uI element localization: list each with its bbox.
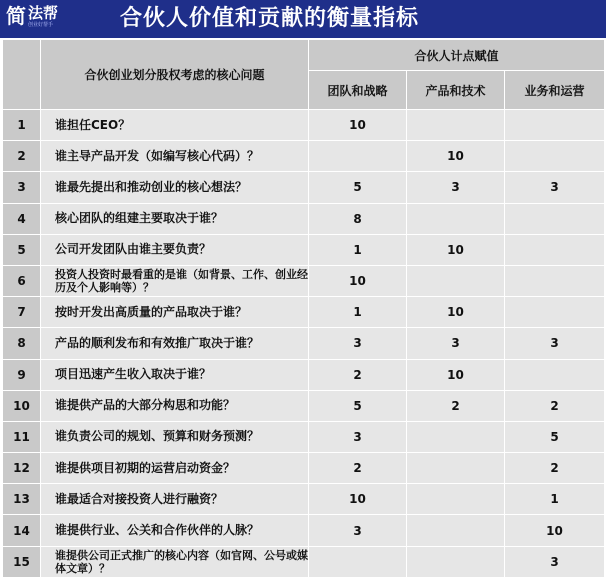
- table-row: [3, 453, 605, 484]
- team-strategy-value: [309, 546, 407, 577]
- table-row: [3, 141, 605, 172]
- team-strategy-value: 5: [309, 390, 407, 421]
- product-tech-value: [407, 421, 505, 452]
- product-tech-value: 2: [407, 390, 505, 421]
- row-number: 2: [3, 141, 41, 172]
- business-ops-value: 3: [505, 546, 605, 577]
- row-number: 4: [3, 203, 41, 234]
- row-number: 12: [3, 453, 41, 484]
- logo-text: 法帮: [28, 4, 59, 22]
- team-strategy-value: 5: [309, 172, 407, 203]
- business-ops-value: 1: [505, 484, 605, 515]
- question-cell: 核心团队的组建主要取决于谁？: [41, 203, 309, 234]
- product-tech-value: [407, 515, 505, 546]
- team-strategy-value: 3: [309, 328, 407, 359]
- table-row: [3, 390, 605, 421]
- team-strategy-value: 2: [309, 359, 407, 390]
- table-row: [3, 515, 605, 546]
- row-number: 1: [3, 110, 41, 141]
- subheader-product-tech: 产品和技术: [407, 71, 505, 110]
- business-ops-value: 2: [505, 453, 605, 484]
- product-tech-value: 3: [407, 172, 505, 203]
- business-ops-value: [505, 203, 605, 234]
- page-title: 合伙人价值和贡献的衡量指标: [120, 6, 420, 31]
- team-strategy-value: 3: [309, 421, 407, 452]
- team-strategy-value: 1: [309, 297, 407, 328]
- product-tech-value: 10: [407, 141, 505, 172]
- business-ops-value: [505, 141, 605, 172]
- table-row: [3, 265, 605, 296]
- question-cell: 谁提供行业、公关和合作伙伴的人脉？: [41, 515, 309, 546]
- question-cell: 谁负责公司的规划、预算和财务预测？: [41, 421, 309, 452]
- table-row: [3, 297, 605, 328]
- question-cell: 谁提供产品的大部分构思和功能？: [41, 390, 309, 421]
- product-tech-value: [407, 265, 505, 296]
- team-strategy-value: 2: [309, 453, 407, 484]
- table-row: [3, 328, 605, 359]
- row-number: 6: [3, 265, 41, 296]
- row-number: 9: [3, 359, 41, 390]
- row-number: 8: [3, 328, 41, 359]
- business-ops-value: 3: [505, 328, 605, 359]
- business-ops-value: [505, 234, 605, 265]
- question-cell: 公司开发团队由谁主要负责？: [41, 234, 309, 265]
- question-cell: 产品的顺利发布和有效推广取决于谁？: [41, 328, 309, 359]
- business-ops-value: 3: [505, 172, 605, 203]
- question-cell: 项目迅速产生收入取决于谁？: [41, 359, 309, 390]
- product-tech-value: [407, 110, 505, 141]
- row-number: 3: [3, 172, 41, 203]
- header-number-cell: [3, 40, 41, 110]
- business-ops-value: [505, 297, 605, 328]
- question-cell: 谁提供公司正式推广的核心内容（如官网、公号或媒体文章）？: [41, 546, 309, 577]
- row-number: 15: [3, 546, 41, 577]
- table-row: [3, 203, 605, 234]
- logo: [6, 4, 58, 34]
- team-strategy-value: 10: [309, 265, 407, 296]
- question-cell: 谁最先提出和推动创业的核心想法？: [41, 172, 309, 203]
- team-strategy-value: 8: [309, 203, 407, 234]
- question-cell: 谁主导产品开发（如编写核心代码）？: [41, 141, 309, 172]
- table-row: [3, 234, 605, 265]
- group-column-header: 合伙人计点赋值: [309, 40, 605, 71]
- team-strategy-value: 3: [309, 515, 407, 546]
- row-number: 10: [3, 390, 41, 421]
- table-row: [3, 484, 605, 515]
- table-row: [3, 110, 605, 141]
- question-cell: 谁担任CEO？: [41, 110, 309, 141]
- business-ops-value: 5: [505, 421, 605, 452]
- business-ops-value: 10: [505, 515, 605, 546]
- subheader-team-strategy: 团队和战略: [309, 71, 407, 110]
- table-row: [3, 546, 605, 577]
- product-tech-value: 10: [407, 297, 505, 328]
- logo-char: 简: [6, 4, 26, 28]
- team-strategy-value: 10: [309, 484, 407, 515]
- logo-text-block: [28, 4, 58, 28]
- table-row: [3, 359, 605, 390]
- product-tech-value: [407, 203, 505, 234]
- question-cell: 谁最适合对接投资人进行融资？: [41, 484, 309, 515]
- question-cell: 谁提供项目初期的运营启动资金？: [41, 453, 309, 484]
- question-cell: 按时开发出高质量的产品取决于谁？: [41, 297, 309, 328]
- team-strategy-value: [309, 141, 407, 172]
- logo-subtext: 创业好帮手: [28, 22, 54, 28]
- team-strategy-value: 10: [309, 110, 407, 141]
- row-number: 5: [3, 234, 41, 265]
- question-cell: 投资人投资时最看重的是谁（如背景、工作、创业经历及个人影响等）？: [41, 265, 309, 296]
- row-number: 13: [3, 484, 41, 515]
- metrics-table: [2, 39, 605, 578]
- product-tech-value: [407, 484, 505, 515]
- product-tech-value: 10: [407, 359, 505, 390]
- team-strategy-value: 1: [309, 234, 407, 265]
- product-tech-value: 10: [407, 234, 505, 265]
- question-column-header: 合伙创业划分股权考虑的核心问题: [41, 40, 309, 110]
- table-row: [3, 172, 605, 203]
- product-tech-value: [407, 546, 505, 577]
- business-ops-value: [505, 110, 605, 141]
- product-tech-value: [407, 453, 505, 484]
- product-tech-value: 3: [407, 328, 505, 359]
- table-body: [3, 110, 605, 578]
- table-header-row: [3, 40, 605, 71]
- business-ops-value: [505, 359, 605, 390]
- row-number: 7: [3, 297, 41, 328]
- business-ops-value: 2: [505, 390, 605, 421]
- row-number: 14: [3, 515, 41, 546]
- title-banner: [0, 0, 606, 38]
- subheader-business-ops: 业务和运营: [505, 71, 605, 110]
- business-ops-value: [505, 265, 605, 296]
- row-number: 11: [3, 421, 41, 452]
- table-row: [3, 421, 605, 452]
